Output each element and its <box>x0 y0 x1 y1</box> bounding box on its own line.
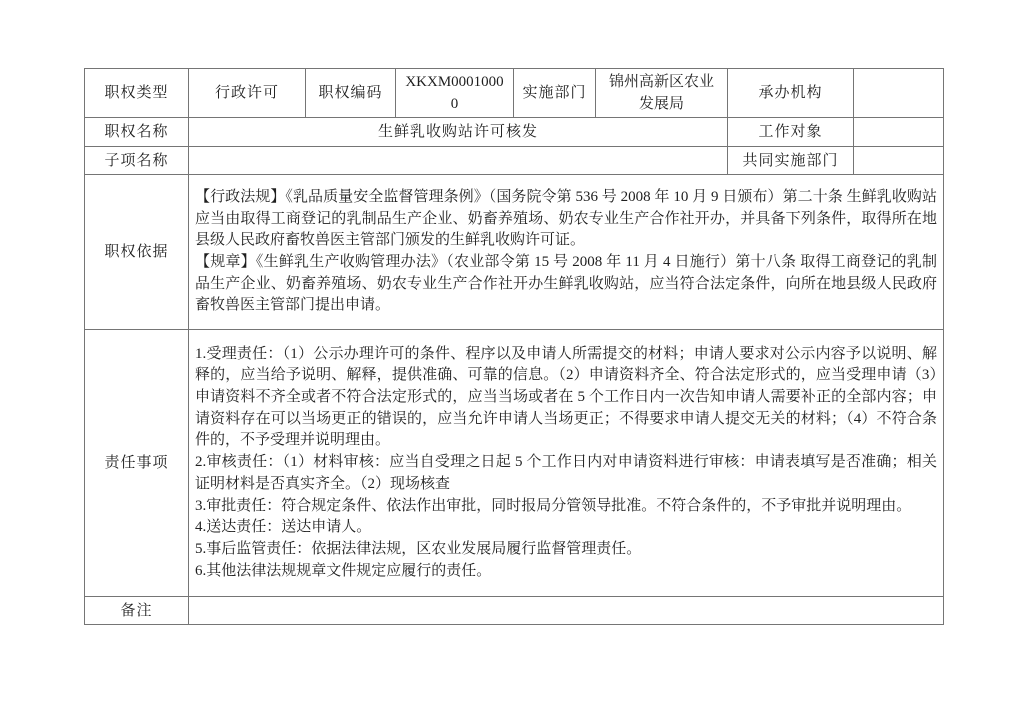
subitem-value-cell <box>189 147 728 175</box>
subitem-label-cell: 子项名称 <box>85 147 189 175</box>
responsibility-label-cell: 责任事项 <box>85 330 189 597</box>
power-code-label-cell: 职权编码 <box>306 69 396 118</box>
responsibility-item: 6.其他法律法规规章文件规定应履行的责任。 <box>195 562 492 579</box>
responsibility-row <box>85 330 944 597</box>
remarks-label-cell: 备注 <box>85 597 189 625</box>
responsibility-content-cell <box>189 330 944 597</box>
responsibility-item: 1.受理责任：（1）公示办理许可的条件、程序以及申请人所需提交的材料；申请人要求对公示内容予以说明、解释的，应当给予说明、解释，提供准确、可靠的信息。（2）申请资料齐全、符合法定形式的，应当受理申请（3）申请资料不齐全或者不符合法定形式的，应当当场或者在 5 个工作日内一次告知申请人需要补正的全部内容；申请资料存在可以当场更正的错误的，应当允许申请人当场更正；不得要求申请人提交无关的材料；（4）不符合条件的，不予受理并说明理由。 <box>195 345 937 449</box>
power-code-value-cell: XKXM00010000 <box>396 69 514 118</box>
implement-dept-label-cell: 实施部门 <box>514 69 596 118</box>
power-registry-table <box>84 68 944 625</box>
power-name-label-cell: 职权名称 <box>85 118 189 147</box>
legal-basis-paragraph: 【行政法规】《乳品质量安全监督管理条例》（国务院令第 536 号 2008 年 10 月 9 日颁布）第二十条 生鲜乳收购站应当由取得工商登记的乳制品生产企业、奶畜养殖场、奶农专业生产合作社开办，并具备下列条件，取得所在地县级人民政府畜牧兽医主管部门颁发的生鲜乳收购许可证。 <box>195 188 937 249</box>
power-type-value-cell: 行政许可 <box>189 69 306 118</box>
responsibility-item: 4.送达责任：送达申请人。 <box>195 519 372 536</box>
power-type-label-cell: 职权类型 <box>85 69 189 118</box>
responsibility-item: 2.审核责任：（1）材料审核：应当自受理之日起 5 个工作日内对申请资料进行审核：申请表填写是否准确；相关证明材料是否真实齐全。（2）现场核查 <box>195 454 937 492</box>
header-row <box>85 69 944 118</box>
work-target-value-cell <box>854 118 944 147</box>
legal-basis-paragraph: 【规章】《生鲜乳生产收购管理办法》（农业部令第 15 号 2008 年 11 月 4 日施行）第十八条 取得工商登记的乳制品生产企业、奶畜养殖场、奶农专业生产合作社开办生鲜乳收购站，应当符合法定条件，向所在地县级人民政府畜牧兽医主管部门提出申请。 <box>195 254 937 314</box>
joint-dept-value-cell <box>854 147 944 175</box>
subitem-row <box>85 147 944 175</box>
undertaking-org-value-cell <box>854 69 944 118</box>
joint-dept-label-cell: 共同实施部门 <box>728 147 854 175</box>
responsibility-item: 3.审批责任：符合规定条件、依法作出审批，同时报局分管领导批准。不符合条件的，不予审批并说明理由。 <box>195 497 912 514</box>
implement-dept-value-cell: 锦州高新区农业发展局 <box>596 69 728 118</box>
responsibility-item: 5.事后监管责任：依据法律法规，区农业发展局履行监督管理责任。 <box>195 540 642 557</box>
remarks-row <box>85 597 944 625</box>
legal-basis-row <box>85 175 944 330</box>
power-name-value-cell: 生鲜乳收购站许可核发 <box>189 118 728 147</box>
remarks-value-cell <box>189 597 944 625</box>
name-row <box>85 118 944 147</box>
work-target-label-cell: 工作对象 <box>728 118 854 147</box>
legal-basis-label-cell: 职权依据 <box>85 175 189 330</box>
legal-basis-content-cell <box>189 175 944 330</box>
undertaking-org-label-cell: 承办机构 <box>728 69 854 118</box>
